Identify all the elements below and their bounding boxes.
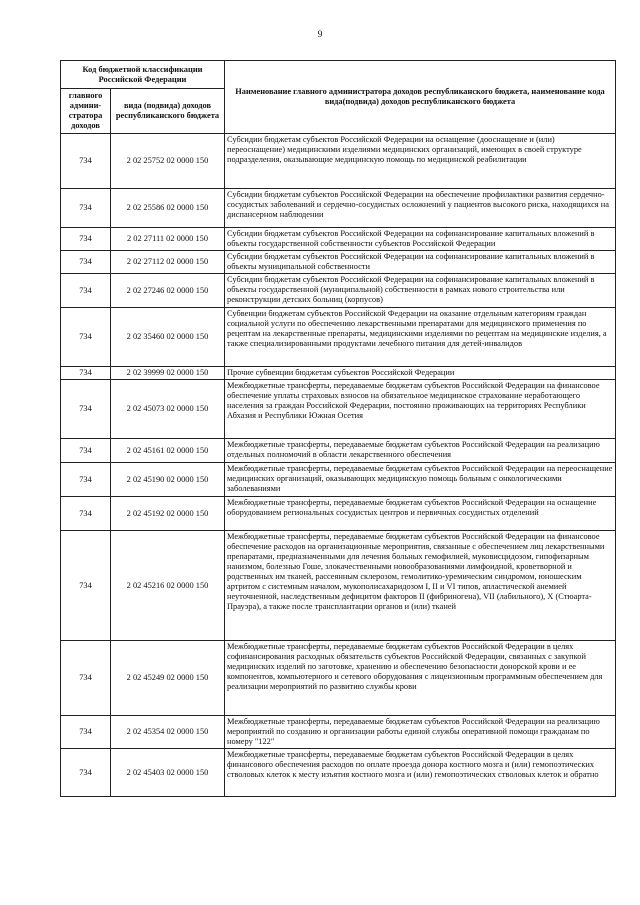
admin-code-cell: 734 <box>61 439 111 463</box>
budget-classification-table <box>60 60 616 797</box>
admin-code-cell: 734 <box>61 463 111 497</box>
table-row <box>61 134 616 189</box>
revenue-code-cell: 2 02 25586 02 0000 150 <box>111 189 225 228</box>
revenue-code-cell: 2 02 45161 02 0000 150 <box>111 439 225 463</box>
admin-code-cell: 734 <box>61 531 111 641</box>
revenue-code-cell: 2 02 45190 02 0000 150 <box>111 463 225 497</box>
table-row <box>61 380 616 439</box>
table-row <box>61 308 616 367</box>
revenue-name-cell: Межбюджетные трансферты, передаваемые бюджетам субъектов Российской Федерации в целях финансового обеспечения расходов по оплате проезда донора костного мозга и (или) гемопоэтических стволовых клеток к месту изъятия костного мозга и (или) гемопоэтических стволовых клеток и обратно <box>225 749 616 797</box>
revenue-name-cell: Прочие субвенции бюджетам субъектов Российской Федерации <box>225 367 616 380</box>
admin-code-cell: 734 <box>61 497 111 531</box>
revenue-name-cell: Межбюджетные трансферты, передаваемые бюджетам субъектов Российской Федерации на финансовое обеспечение расходов на организационные мероприятия, связанные с обеспечением лиц лекарственными препаратами, предназначенными для лечения больных гемофилией, муковисцидозом, гипофизарным нанизмом, болезнью Гоше, злокачественными новообразованиями лимфоидной, кроветворной и родственных им тканей, рассеянным склерозом, гемолитико-уремическим синдромом, юношеским артритом с системным началом, мукополисахаридозом I, II и VI типов, апластической анемией неуточненной, наследственным дефицитом факторов II (фибриногена), VII (лабильного), X (Стюарта-Прауэра), а также после трансплантации органов и (или) тканей <box>225 531 616 641</box>
table-row <box>61 228 616 251</box>
revenue-code-cell: 2 02 45216 02 0000 150 <box>111 531 225 641</box>
table-row <box>61 463 616 497</box>
revenue-code-cell: 2 02 45354 02 0000 150 <box>111 716 225 749</box>
admin-code-cell: 734 <box>61 251 111 274</box>
admin-code-cell: 734 <box>61 641 111 716</box>
revenue-code-cell: 2 02 45073 02 0000 150 <box>111 380 225 439</box>
revenue-code-cell: 2 02 25752 02 0000 150 <box>111 134 225 189</box>
revenue-code-cell: 2 02 45403 02 0000 150 <box>111 749 225 797</box>
admin-code-cell: 734 <box>61 380 111 439</box>
header-budget-code-group: Код бюджетной классификации Российской Федерации <box>61 61 225 89</box>
header-name-column: Наименование главного администратора доходов республиканского бюджета, наименование кода вида(подвида) доходов республиканского бюджета <box>225 61 616 134</box>
revenue-name-cell: Субсидии бюджетам субъектов Российской Федерации на оснащение (дооснащение и (или) переоснащение) медицинскими изделиями медицинских организаций, имеющих в своей структуре подразделения, оказывающие медицинскую помощь по медицинской реабилитации <box>225 134 616 189</box>
revenue-name-cell: Субсидии бюджетам субъектов Российской Федерации на софинансирование капитальных вложений в объекты государственной собственности субъектов Российской Федерации <box>225 228 616 251</box>
revenue-name-cell: Межбюджетные трансферты, передаваемые бюджетам субъектов Российской Федерации на переоснащение медицинских организаций, оказывающих медицинскую помощь больным с онкологическими заболеваниями <box>225 463 616 497</box>
revenue-code-cell: 2 02 45249 02 0000 150 <box>111 641 225 716</box>
table-body <box>61 134 616 797</box>
table-row <box>61 367 616 380</box>
table-row <box>61 189 616 228</box>
revenue-code-cell: 2 02 35460 02 0000 150 <box>111 308 225 367</box>
page-number: 9 <box>317 30 323 40</box>
revenue-code-cell: 2 02 45192 02 0000 150 <box>111 497 225 531</box>
table-row <box>61 251 616 274</box>
revenue-name-cell: Межбюджетные трансферты, передаваемые бюджетам субъектов Российской Федерации на оснащение оборудованием региональных сосудистых центров и первичных сосудистых отделений <box>225 497 616 531</box>
admin-code-cell: 734 <box>61 274 111 308</box>
admin-code-cell: 734 <box>61 228 111 251</box>
admin-code-cell: 734 <box>61 134 111 189</box>
revenue-code-cell: 2 02 27246 02 0000 150 <box>111 274 225 308</box>
revenue-name-cell: Межбюджетные трансферты, передаваемые бюджетам субъектов Российской Федерации на реализацию мероприятий по созданию и организации работы единой службы оперативной помощи гражданам по номеру "122" <box>225 716 616 749</box>
admin-code-cell: 734 <box>61 308 111 367</box>
revenue-code-cell: 2 02 27111 02 0000 150 <box>111 228 225 251</box>
revenue-name-cell: Межбюджетные трансферты, передаваемые бюджетам субъектов Российской Федерации на финансовое обеспечение уплаты страховых взносов на обязательное медицинское страхование неработающего населения за граждан Российской Федерации, постоянно проживающих на территориях Республики Абхазия и Республики Южная Осетия <box>225 380 616 439</box>
revenue-name-cell: Межбюджетные трансферты, передаваемые бюджетам субъектов Российской Федерации на реализацию отдельных полномочий в области лекарственного обеспечения <box>225 439 616 463</box>
header-code-column: вида (подвида) доходов республиканского бюджета <box>111 89 225 134</box>
admin-code-cell: 734 <box>61 367 111 380</box>
table-row <box>61 497 616 531</box>
admin-code-cell: 734 <box>61 716 111 749</box>
table-row <box>61 531 616 641</box>
table-row <box>61 716 616 749</box>
revenue-name-cell: Межбюджетные трансферты, передаваемые бюджетам субъектов Российской Федерации в целях софинансирования расходных обязательств субъектов Российской Федерации, связанных с закупкой медицинских изделий по заготовке, хранению и обеспечению безопасности донорской крови и ее компонентов, компьютерного и сетевого оборудования с лицензионным программным обеспечением для реализации мероприятий по развитию службы крови <box>225 641 616 716</box>
table-row <box>61 641 616 716</box>
revenue-code-cell: 2 02 39999 02 0000 150 <box>111 367 225 380</box>
revenue-name-cell: Субсидии бюджетам субъектов Российской Федерации на обеспечение профилактики развития сердечно-сосудистых заболеваний и сердечно-сосудистых осложнений у пациентов высокого риска, находящихся на диспансерном наблюдении <box>225 189 616 228</box>
header-admin-column: главного админи-стратора доходов <box>61 89 111 134</box>
revenue-name-cell: Субвенции бюджетам субъектов Российской Федерации на оказание отдельным категориям граждан социальной услуги по обеспечению лекарственными препаратами для медицинского применения по рецептам на лекарственные препараты, медицинскими изделиями по рецептам на медицинские изделия, а также специализированными продуктами лечебного питания для детей-инвалидов <box>225 308 616 367</box>
admin-code-cell: 734 <box>61 189 111 228</box>
revenue-code-cell: 2 02 27112 02 0000 150 <box>111 251 225 274</box>
revenue-name-cell: Субсидии бюджетам субъектов Российской Федерации на софинансирование капитальных вложений в объекты муниципальной собственности <box>225 251 616 274</box>
table-row <box>61 274 616 308</box>
admin-code-cell: 734 <box>61 749 111 797</box>
table-row <box>61 749 616 797</box>
revenue-name-cell: Субсидии бюджетам субъектов Российской Федерации на софинансирование капитальных вложений в объекты государственной (муниципальной) собственности в рамках нового строительства или реконструкции детских больниц (корпусов) <box>225 274 616 308</box>
table-row <box>61 439 616 463</box>
